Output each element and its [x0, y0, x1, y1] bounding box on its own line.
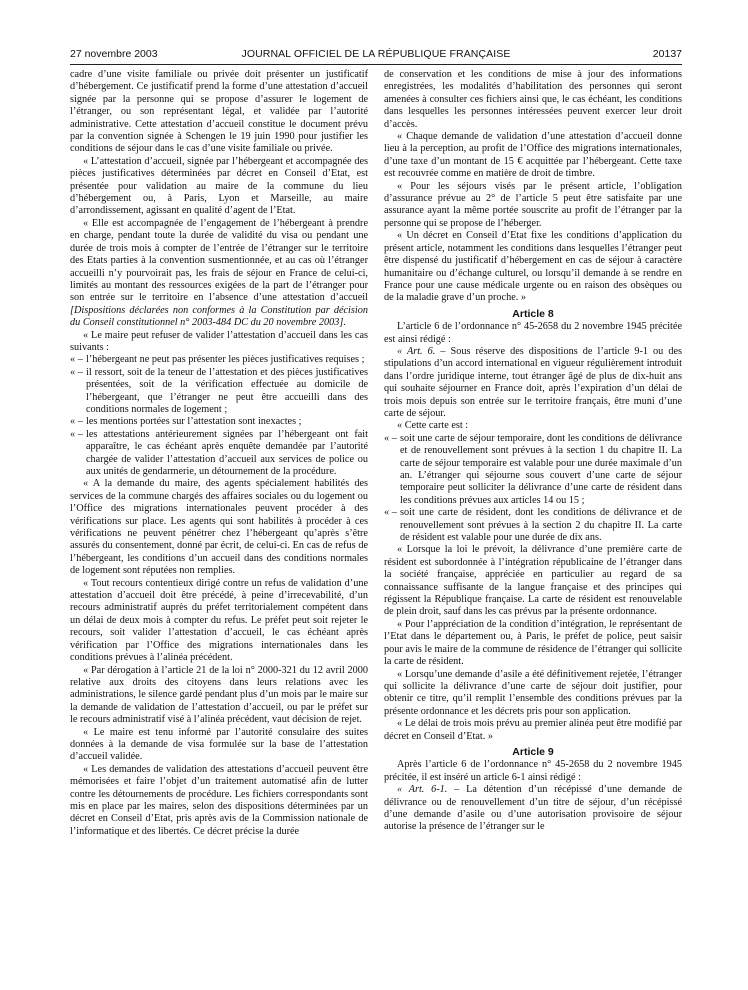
paragraph-text: La détention d’un récépissé d’une demande de délivrance ou de renouvellement d’un titre de séjour, d’un récépissé d’une demande d’asile ou d’une autorisation provisoire de séjour autorise la présence de l’étranger sur le	[384, 784, 682, 833]
list-dash: « –	[384, 432, 397, 444]
paragraph	[384, 346, 682, 420]
list-item-text: les attestations antérieurement signées par l’hébergeant ont fait apparaître, le cas échéant après enquête demandée par l’autorité chargée de valider l’attestation d’accueil aux services de police ou aux unités de gendarmerie, un détournement de la procédure.	[86, 428, 368, 477]
paragraph: Après l’article 6 de l’ordonnance n° 45-2658 du 2 novembre 1945 précitée, il est inséré un article 6-1 ainsi rédigé :	[384, 759, 682, 783]
article-reference: « Art. 6. –	[397, 345, 446, 357]
paragraph-text: « Elle est accompagnée de l’engagement de l’hébergeant à prendre en charge, pendant toute la durée de validité du visa ou pendant une durée de trois mois à compter de l’entrée de l’étranger sur le territoire des Etats parties à la convention susmentionnée, et au cas où l’étranger accueilli n’y pourvoirait pas, les frais de séjour en France de celui-ci, limités au montant des ressources exigées de la part de l’étranger pour son entrée sur le territoire en l’absence d’une attestation d’accueil	[70, 217, 368, 304]
header-date: 27 novembre 2003	[70, 48, 158, 60]
paragraph	[70, 218, 368, 330]
list-dash: « –	[70, 354, 83, 366]
paragraph: « Les demandes de validation des attestations d’accueil peuvent être mémorisées et faire l’objet d’un traitement automatisé afin de lutter contre les détournements de procédure. Les fichiers correspondants sont mis en place par les maires, selon des dispositions déterminées par un décret en Conseil d’Etat, pris après avis de la Commission nationale de l’informatique et des libertés. Ce décret précise la durée	[70, 763, 368, 837]
list-item	[70, 366, 368, 417]
card-types-list	[384, 433, 682, 545]
paragraph: « Le maire peut refuser de valider l’attestation d’accueil dans les cas suivants :	[70, 329, 368, 353]
conditions-list	[70, 354, 368, 478]
header-page-number: 20137	[652, 48, 682, 60]
header-rule	[70, 64, 682, 65]
list-item-text: l’hébergeant ne peut pas présenter les pièces justificatives requises ;	[86, 354, 365, 366]
paragraph: « Par dérogation à l’article 21 de la loi n° 2000-321 du 12 avril 2000 relative aux droits des citoyens dans leurs relations avec les administrations, le silence gardé pendant plus d’un mois par le maire sur la demande de validation de l’attestation d’accueil, ou par le préfet sur le recours administratif visé à l’alinéa précédent, vaut décision de rejet.	[70, 664, 368, 726]
paragraph: de conservation et les conditions de mise à jour des informations enregistrées, les modalités d’habilitation des personnes qui seront amenées à consulter ces fichiers ainsi que, le cas échéant, les conditions dans lesquelles les personnes intéressées peuvent exercer leur droit d’accès.	[384, 69, 682, 130]
article-8-title: Article 8	[512, 307, 554, 320]
paragraph: « Pour les séjours visés par le présent article, l’obligation d’assurance prévue au 2° de l’article 5 peut être satisfaite par une assurance ayant la même portée souscrite au profit de l’étranger par la personne qui se propose de l’héberger.	[384, 180, 682, 229]
list-item	[70, 416, 368, 428]
left-column	[70, 69, 368, 981]
list-item	[384, 432, 682, 507]
list-item	[384, 507, 682, 544]
paragraph: « Lorsque la loi le prévoit, la délivrance d’une première carte de résident est subordonnée à l’intégration républicaine de l’étranger dans la société française, appréciée en particulier au regard de sa connaissance suffisante de la langue française et des principes qui régissent la République française. La carte de résident est renouvelable de plein droit, sauf dans les cas prévus par la présente ordonnance.	[384, 544, 682, 618]
list-dash: « –	[384, 507, 397, 519]
paragraph: « Un décret en Conseil d’Etat fixe les conditions d’application du présent article, notamment les conditions dans lesquelles l’étranger peut être dispensé du justificatif d’hébergement en cas de séjour à caractère humanitaire ou d’échange culturel, ou lorsqu’il demande à se rendre en France pour une cause médicale urgente ou en raison des obsèques ou de la maladie grave d’un proche. »	[384, 230, 682, 304]
paragraph: cadre d’une visite familiale ou privée doit présenter un justificatif d’hébergement. Ce justificatif prend la forme d’une attestation d’accueil signée par la personne qui se propose d’assurer le logement de l’étranger, ou son représentant légal, et validée par l’autorité administrative. Cette attestation d’accueil constitue le document prévu par la convention signée à Schengen le 19 juin 1990 pour justifier les conditions de séjour dans le cas d’une visite familiale ou privée.	[70, 69, 368, 155]
paragraph: « Le maire est tenu informé par l’autorité consulaire des suites données à la demande de visa formulée sur la base de l’attestation d’accueil validée.	[70, 726, 368, 763]
paragraph: « Lorsqu’une demande d’asile a été définitivement rejetée, l’étranger qui sollicite la délivrance d’une carte de séjour doit justifier, pour obtenir ce titre, qu’il remplit l’ensemble des conditions prévues par la présente ordonnance et les décrets pris pour son application.	[384, 668, 682, 717]
paragraph: « Cette carte est :	[397, 420, 469, 432]
paragraph: « A la demande du maire, des agents spécialement habilités des services de la commune chargés des affaires sociales ou du logement ou l’Office des migrations internationales peuvent procéder à des vérifications sur place. Les agents qui sont habilités à procéder à ces vérifications ne peuvent pénétrer chez l’hébergeant qu’après s’être assurés du consentement, donné par écrit, de celui-ci. En cas de refus de l’hébergeant, les conditions d’un accueil dans des conditions normales de logement sont réputées non remplies.	[70, 478, 368, 577]
paragraph: « Chaque demande de validation d’une attestation d’accueil donne lieu à la perception, au profit de l’Office des migrations internationales, d’une taxe d’un montant de 15 € acquittée par l’hébergeant. Cette taxe est recouvrée comme en matière de droit de timbre.	[384, 131, 682, 180]
italic-note: [Dispositions déclarées non conformes à la Constitution par décision du Conseil constitutionnel n° 2003-484 DC du 20 novembre 2003].	[70, 304, 368, 329]
list-item-text: soit une carte de séjour temporaire, dont les conditions de délivrance et de renouvellement sont prévues à la section 1 du chapitre II. La carte de séjour temporaire est valable pour une durée maximale d’un an. L’étranger qui séjourne sous couvert d’une carte de séjour temporaire peut solliciter la délivrance d’une carte de résident dans les conditions prévues aux articles 14 ou 15 ;	[400, 432, 682, 506]
right-column	[384, 69, 682, 981]
list-item-text: les mentions portées sur l’attestation sont inexactes ;	[86, 416, 302, 428]
article-9-title: Article 9	[512, 745, 554, 758]
paragraph	[384, 784, 682, 834]
list-dash: « –	[70, 416, 83, 428]
page-header	[70, 48, 682, 64]
paragraph: « Tout recours contentieux dirigé contre un refus de validation d’une attestation d’accueil doit être précédé, à peine d’irrecevabilité, d’un recours administratif auprès du préfet territorialement compétent dans un délai de deux mois à compter du refus. Le préfet peut soit rejeter le recours, soit valider l’attestation d’accueil, le cas échéant après vérification par l’Office des migrations internationales dans les conditions prévues à l’alinéa précédent.	[70, 577, 368, 664]
list-item	[70, 354, 368, 366]
list-dash: « –	[70, 366, 83, 378]
article-reference: « Art. 6-1. –	[397, 784, 460, 796]
paragraph: « L’attestation d’accueil, signée par l’hébergeant et accompagnée des pièces justificatives déterminées par décret en Conseil d’Etat, est présentée pour validation au maire de la commune du lieu d’hébergement ou, à Paris, Lyon et Marseille, au maire d’arrondissement, agissant en qualité d’agent de l’Etat.	[70, 155, 368, 217]
list-dash: « –	[70, 428, 83, 440]
paragraph: « Le délai de trois mois prévu au premier alinéa peut être modifié par décret en Conseil d’Etat. »	[384, 718, 682, 742]
header-journal-title: JOURNAL OFFICIEL DE LA RÉPUBLIQUE FRANÇAISE	[241, 48, 511, 60]
paragraph-text: Sous réserve des dispositions de l’article 9-1 ou des stipulations d’un accord international en vigueur régulièrement introduit dans l’ordre juridique interne, tout étranger âgé de plus de dix-huit ans qui souhaite séjourner en France doit, après l’expiration d’un délai de trois mois depuis son entrée sur le territoire français, être muni d’une carte de séjour.	[384, 345, 682, 419]
list-item-text: soit une carte de résident, dont les conditions de délivrance et de renouvellement sont prévues à la section 2 du chapitre II. La carte de résident est valable pour une durée de dix ans.	[400, 507, 682, 544]
list-item-text: il ressort, soit de la teneur de l’attestation et des pièces justificatives présentées, soit de la vérification effectuée au domicile de l’hébergeant, que l’étranger ne peut être accueilli dans des conditions normales de logement ;	[86, 366, 368, 415]
paragraph: L’article 6 de l’ordonnance n° 45-2658 du 2 novembre 1945 précitée est ainsi rédigé :	[384, 321, 682, 345]
list-item	[70, 428, 368, 479]
paragraph: « Pour l’appréciation de la condition d’intégration, le représentant de l’Etat dans le département ou, à Paris, le préfet de police, peut saisir pour avis le maire de la commune de résidence de l’étranger qui sollicite la carte de résident.	[384, 618, 682, 668]
